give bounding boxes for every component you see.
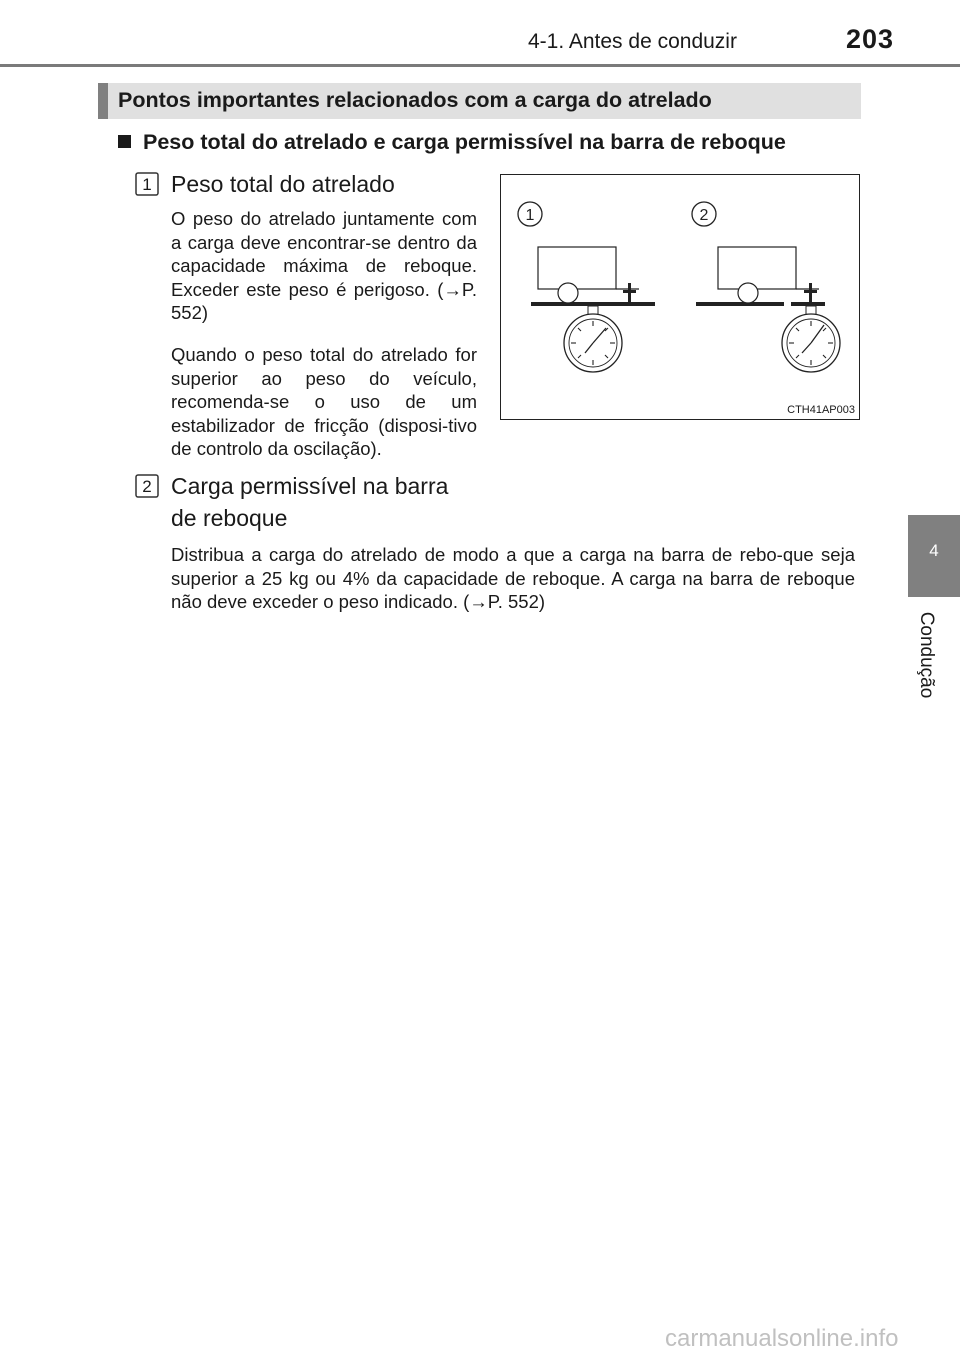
section-title-bar <box>98 83 861 119</box>
svg-text:1: 1 <box>142 175 152 194</box>
item-paragraph: Quando o peso total do atrelado for superior ao peso do veículo, recomenda-se o uso de um estabilizador de fricção (disposi-tivo de controlo da oscilação). <box>171 344 477 459</box>
figure-code: CTH41AP003 <box>787 404 855 416</box>
svg-text:1: 1 <box>525 207 535 224</box>
trailer-left <box>531 247 655 372</box>
item-paragraph: Distribua a carga do atrelado de modo a que a carga na barra de rebo-que seja superior a 25 kg ou 4% da capacidade de reboque. A carga na barra de reboque não deve exceder o peso indicado. (→P. 552) <box>171 544 855 612</box>
item-paragraph: O peso do atrelado juntamente com a carga deve encontrar-se dentro da capacidade máxima de reboque. Exceder este peso é perigoso. (→P. 552) <box>171 208 477 323</box>
callout-2 <box>692 202 716 226</box>
chapter-label-text: Condução <box>916 611 937 699</box>
watermark: carmanualsonline.info <box>665 1325 899 1352</box>
page-number: 203 <box>846 24 895 54</box>
chapter-label <box>912 606 942 706</box>
header-section-title: 4-1. Antes de conduzir <box>528 30 737 53</box>
section-title: Pontos importantes relacionados com a carga do atrelado <box>118 88 712 112</box>
trailer-load-figure <box>500 174 860 420</box>
callout-1 <box>518 202 542 226</box>
square-bullet-icon <box>118 135 131 148</box>
svg-text:2: 2 <box>142 477 152 496</box>
trailer-right <box>696 247 840 372</box>
item-title-line: de reboque <box>171 505 288 531</box>
trailer-scale-illustration <box>501 175 858 418</box>
item-number-badge <box>135 474 159 498</box>
item-title: Peso total do atrelado <box>171 171 395 197</box>
item-number-badge <box>135 172 159 196</box>
svg-text:2: 2 <box>699 207 709 224</box>
subheading <box>118 130 786 155</box>
chapter-tab <box>908 515 960 597</box>
header-divider <box>0 64 960 67</box>
item-title-line: Carga permissível na barra <box>171 473 449 499</box>
subheading-text: Peso total do atrelado e carga permissível na barra de reboque <box>143 130 786 154</box>
item-title <box>171 470 477 502</box>
chapter-number: 4 <box>929 541 939 560</box>
